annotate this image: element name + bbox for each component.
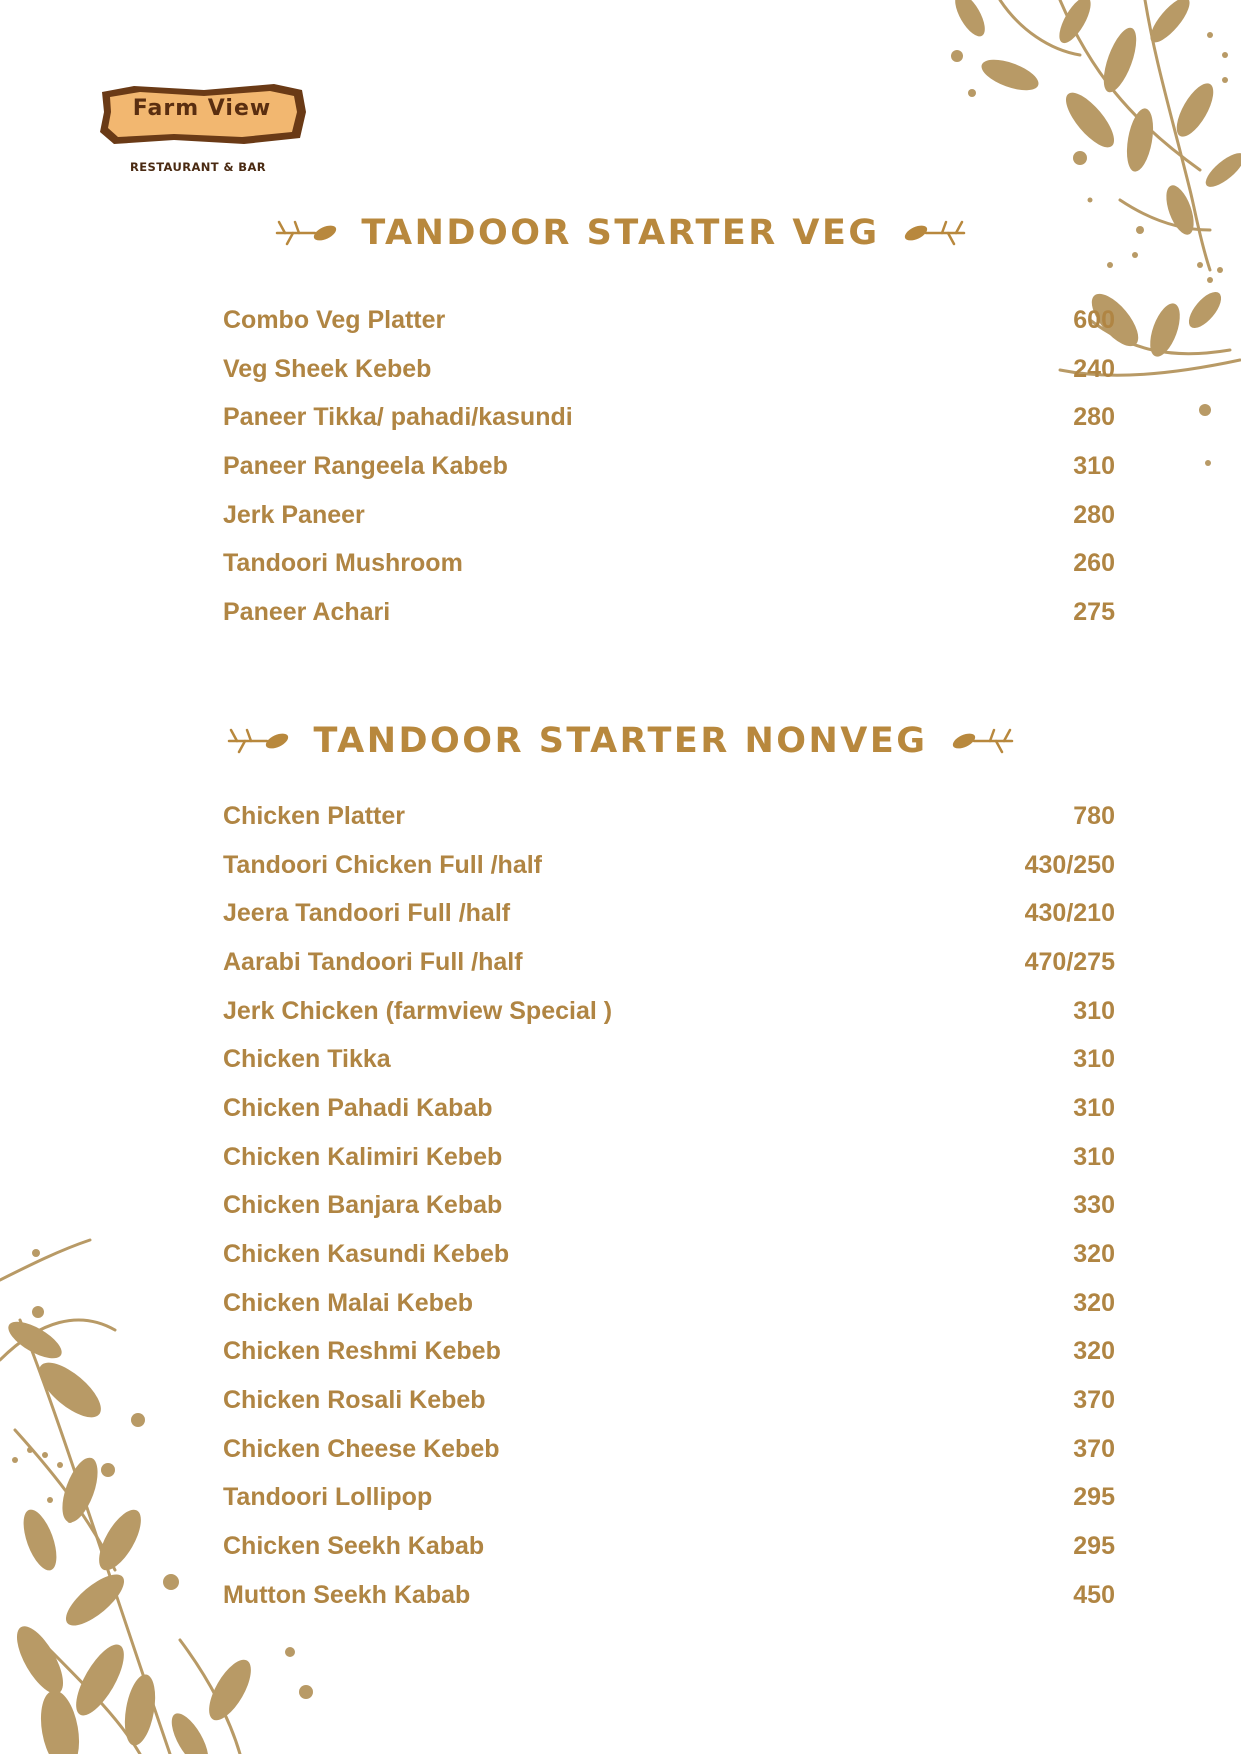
- menu-item: [223, 1425, 1115, 1474]
- item-name: Chicken Rosali Kebeb: [223, 1386, 486, 1415]
- item-name: Aarabi Tandoori Full /half: [223, 947, 523, 976]
- item-price: 310: [1073, 1093, 1115, 1122]
- item-price: 430/210: [1024, 899, 1115, 928]
- item-price: 320: [1073, 1288, 1115, 1317]
- item-price: 320: [1073, 1337, 1115, 1366]
- brand-name: Farm View: [132, 96, 272, 121]
- menu-item: [223, 938, 1115, 987]
- item-price: 280: [1073, 500, 1115, 529]
- item-name: Chicken Kalimiri Kebeb: [223, 1142, 503, 1171]
- menu-item: [223, 1279, 1115, 1328]
- item-name: Chicken Platter: [223, 801, 406, 830]
- item-name: Jerk Chicken (farmview Special ): [223, 996, 613, 1025]
- item-name: Chicken Malai Kebeb: [223, 1288, 474, 1317]
- item-name: Chicken Pahadi Kabab: [223, 1093, 493, 1122]
- item-price: 310: [1073, 1045, 1115, 1074]
- item-price: 370: [1073, 1386, 1115, 1415]
- menu-item: [223, 1522, 1115, 1571]
- item-name: Jerk Paneer: [223, 500, 365, 529]
- item-price: 780: [1073, 801, 1115, 830]
- item-price: 600: [1073, 305, 1115, 334]
- item-name: Paneer Achari: [223, 597, 391, 626]
- item-price: 310: [1073, 1142, 1115, 1171]
- menu-item: [223, 841, 1115, 890]
- section-title: TANDOOR STARTER NONVEG: [313, 721, 928, 761]
- menu-item: [223, 1230, 1115, 1279]
- menu-item: [223, 296, 1115, 345]
- sprig-left-icon: [227, 724, 291, 758]
- brand-tagline: RESTAURANT & BAR: [130, 160, 267, 174]
- sprig-right-icon: [950, 724, 1014, 758]
- menu-item: [223, 1376, 1115, 1425]
- menu-item: [223, 792, 1115, 841]
- menu-item: [223, 1328, 1115, 1377]
- item-price: 310: [1073, 451, 1115, 480]
- item-name: Tandoori Chicken Full /half: [223, 850, 542, 879]
- menu-item: [223, 987, 1115, 1036]
- nonveg-items-list: [223, 792, 1115, 1620]
- item-price: 370: [1073, 1434, 1115, 1463]
- menu-item: [223, 491, 1115, 540]
- sprig-right-icon: [902, 216, 966, 250]
- sprig-left-icon: [275, 216, 339, 250]
- item-price: 275: [1073, 597, 1115, 626]
- menu-item: [223, 345, 1115, 394]
- menu-item: [223, 1133, 1115, 1182]
- item-name: Chicken Reshmi Kebeb: [223, 1337, 501, 1366]
- item-name: Tandoori Mushroom: [223, 549, 463, 578]
- menu-item: [223, 1182, 1115, 1231]
- veg-items-list: [223, 296, 1115, 637]
- item-name: Chicken Tikka: [223, 1045, 391, 1074]
- item-name: Jeera Tandoori Full /half: [223, 899, 511, 928]
- item-price: 295: [1073, 1483, 1115, 1512]
- menu-item: [223, 889, 1115, 938]
- item-price: 450: [1073, 1580, 1115, 1609]
- item-price: 240: [1073, 354, 1115, 383]
- menu-item: [223, 1571, 1115, 1620]
- menu-item: [223, 442, 1115, 491]
- item-name: Chicken Banjara Kebab: [223, 1191, 503, 1220]
- menu-item: [223, 1084, 1115, 1133]
- item-price: 430/250: [1024, 850, 1115, 879]
- item-price: 310: [1073, 996, 1115, 1025]
- item-name: Paneer Rangeela Kabeb: [223, 451, 508, 480]
- item-name: Chicken Cheese Kebeb: [223, 1434, 500, 1463]
- section-heading-nonveg: [0, 720, 1241, 761]
- item-price: 470/275: [1024, 947, 1115, 976]
- menu-item: [223, 1474, 1115, 1523]
- menu-item: [223, 1035, 1115, 1084]
- menu-item: [223, 588, 1115, 637]
- item-name: Paneer Tikka/ pahadi/kasundi: [223, 403, 573, 432]
- brand-logo: [94, 82, 312, 174]
- item-price: 330: [1073, 1191, 1115, 1220]
- item-name: Mutton Seekh Kabab: [223, 1580, 471, 1609]
- item-name: Chicken Kasundi Kebeb: [223, 1240, 510, 1269]
- item-price: 295: [1073, 1532, 1115, 1561]
- item-name: Chicken Seekh Kabab: [223, 1532, 485, 1561]
- menu-item: [223, 539, 1115, 588]
- item-price: 320: [1073, 1240, 1115, 1269]
- section-heading-veg: [0, 212, 1241, 253]
- item-name: Combo Veg Platter: [223, 305, 446, 334]
- item-name: Veg Sheek Kebeb: [223, 354, 432, 383]
- item-name: Tandoori Lollipop: [223, 1483, 433, 1512]
- item-price: 260: [1073, 549, 1115, 578]
- section-title: TANDOOR STARTER VEG: [361, 213, 880, 253]
- menu-item: [223, 393, 1115, 442]
- item-price: 280: [1073, 403, 1115, 432]
